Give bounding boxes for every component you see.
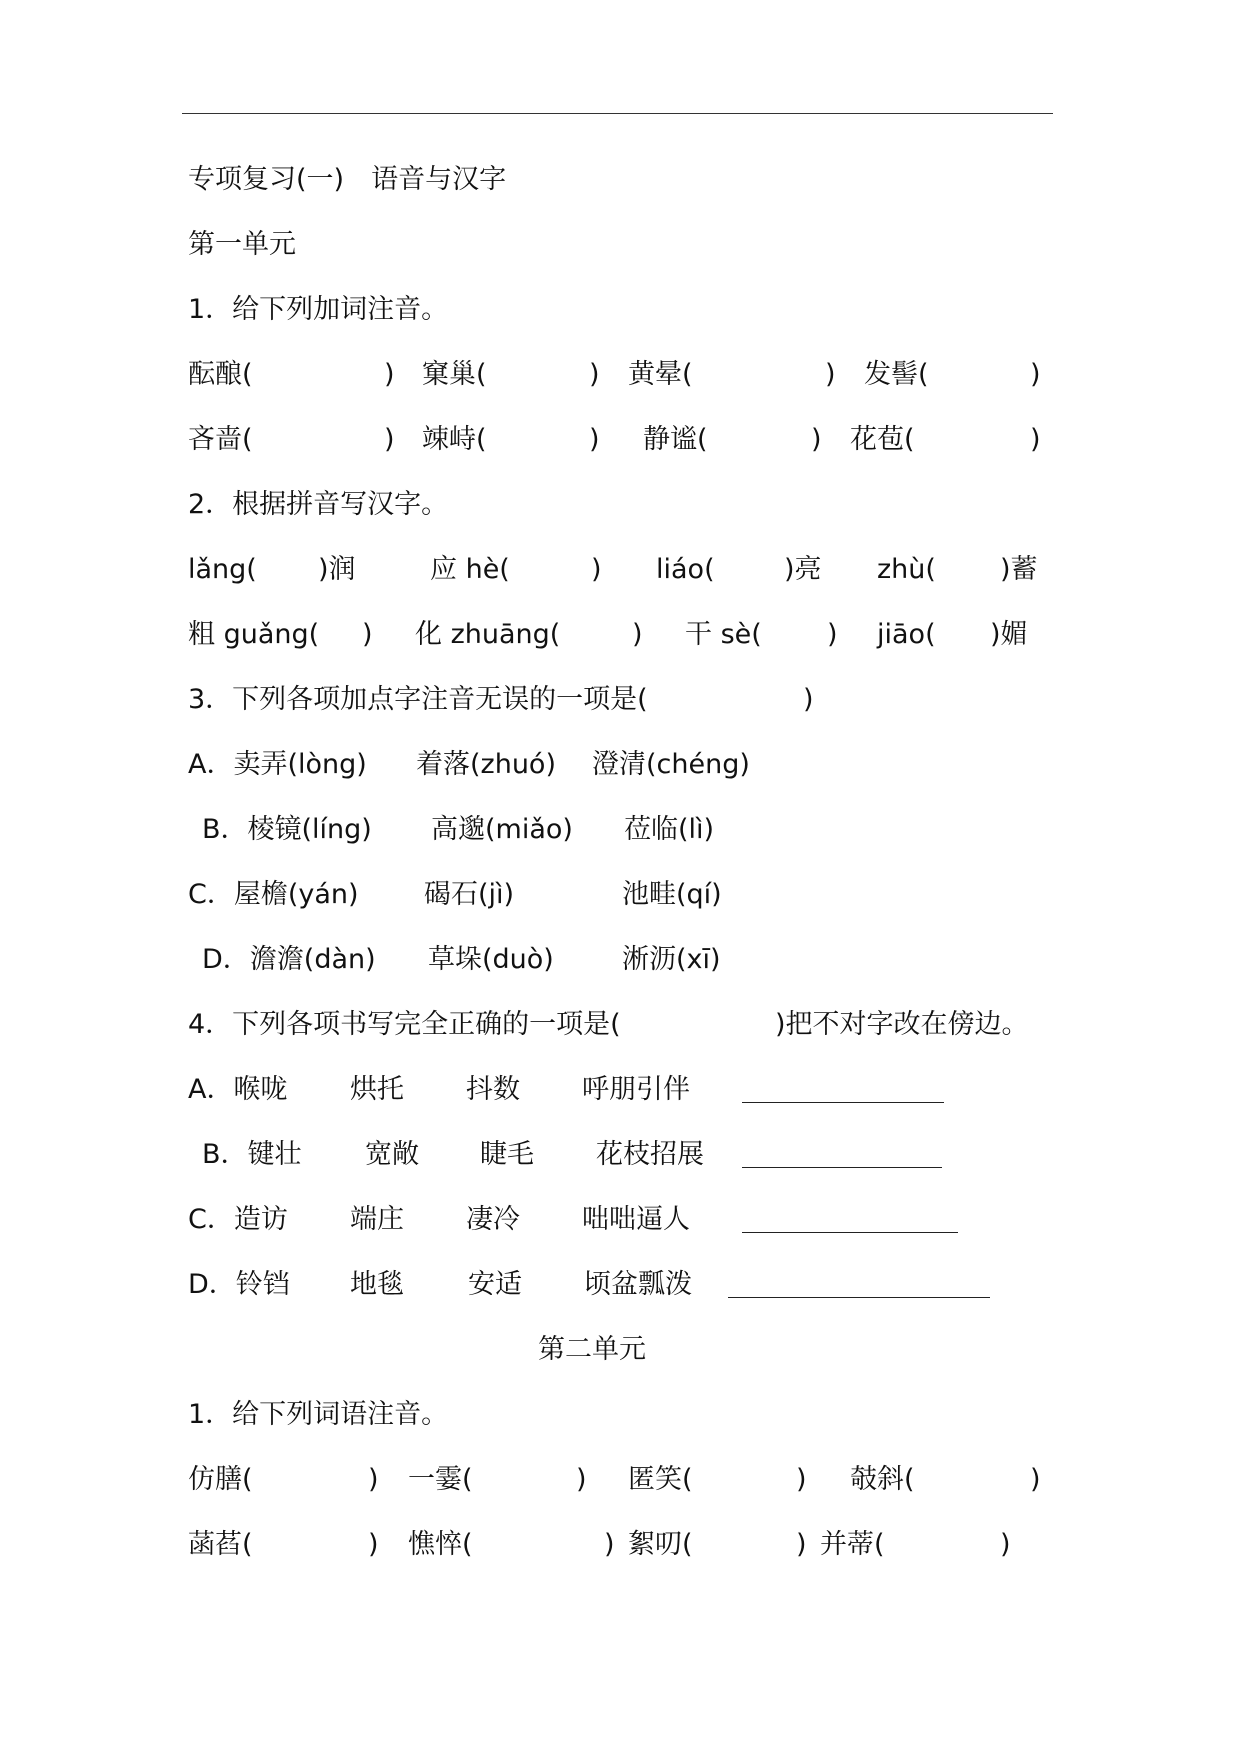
- blank-close: ): [796, 1464, 807, 1495]
- blank-close: ): [589, 424, 600, 455]
- option-item: B．棱镜(líng): [202, 814, 372, 845]
- blank-close: ): [811, 424, 822, 455]
- option-item: B．键壮: [202, 1139, 302, 1170]
- word-item: 憔悴(: [408, 1529, 473, 1560]
- u2-q1-prompt: 1．给下列词语注音。: [188, 1399, 449, 1430]
- option-item: 凄冷: [466, 1204, 520, 1235]
- blank-close: ): [604, 1529, 615, 1560]
- header-rule: [182, 113, 1053, 114]
- option-item: 碣石(jì): [424, 879, 515, 910]
- correction-blank: [742, 1167, 942, 1168]
- option-item: 安适: [468, 1269, 522, 1300]
- blank-close: ): [1030, 424, 1041, 455]
- option-item: D．铃铛: [188, 1269, 290, 1300]
- blank-close: ): [1030, 1464, 1041, 1495]
- blank-close: ): [1030, 359, 1041, 390]
- option-item: 着落(zhuó): [416, 749, 556, 780]
- word-item: 攲斜(: [850, 1464, 915, 1495]
- option-item: A．喉咙: [188, 1074, 288, 1105]
- option-item: 顷盆瓢泼: [584, 1269, 692, 1300]
- pinyin-item: jiāo(: [877, 619, 936, 650]
- u1-q2-prompt: 2．根据拼音写汉字。: [188, 489, 449, 520]
- option-item: 抖数: [466, 1074, 520, 1105]
- pinyin-item: 干 sè(: [685, 619, 762, 650]
- word-item: 并蒂(: [820, 1529, 885, 1560]
- blank-close: ): [384, 424, 395, 455]
- blank-close: ): [589, 359, 600, 390]
- pinyin-item: 粗 guǎng(: [188, 619, 320, 650]
- option-item: A．卖弄(lòng): [188, 749, 367, 780]
- blank-close: ): [576, 1464, 587, 1495]
- blank-close: )媚: [990, 619, 1028, 650]
- option-item: 烘托: [350, 1074, 404, 1105]
- blank-close: ): [384, 359, 395, 390]
- blank-close: ): [368, 1529, 379, 1560]
- option-item: 高邈(miǎo): [431, 814, 573, 845]
- unit2-title: 第二单元: [538, 1334, 646, 1365]
- option-item: 花枝招展: [596, 1139, 704, 1170]
- option-item: 呼朋引伴: [582, 1074, 690, 1105]
- option-item: 宽敞: [365, 1139, 419, 1170]
- blank-close: ): [368, 1464, 379, 1495]
- pinyin-item: liáo(: [656, 554, 715, 585]
- u1-q1-prompt: 1．给下列加词注音。: [188, 294, 449, 325]
- option-item: C．屋檐(yán): [188, 879, 359, 910]
- word-item: 窠巢(: [422, 359, 487, 390]
- option-item: D．澹澹(dàn): [202, 944, 376, 975]
- option-item: 端庄: [350, 1204, 404, 1235]
- blank-close: )润: [318, 554, 356, 585]
- option-item: 睫毛: [480, 1139, 534, 1170]
- blank-close: )亮: [784, 554, 822, 585]
- blank-close: ): [827, 619, 838, 650]
- blank-close: )蓄: [1000, 554, 1038, 585]
- option-item: 澄清(chéng): [592, 749, 750, 780]
- option-item: C．造访: [188, 1204, 288, 1235]
- option-item: 地毯: [350, 1269, 404, 1300]
- pinyin-item: 化 zhuāng(: [415, 619, 561, 650]
- option-item: 池畦(qí): [622, 879, 722, 910]
- option-item: 淅沥(xī): [622, 944, 721, 975]
- u1-q3-prompt: 3．下列各项加点字注音无误的一项是(: [188, 684, 648, 715]
- blank-close: ): [632, 619, 643, 650]
- option-item: 咄咄逼人: [582, 1204, 690, 1235]
- option-item: 草垛(duò): [428, 944, 554, 975]
- u1-q4-prompt-end: )把不对字改在傍边。: [775, 1009, 1029, 1040]
- pinyin-item: 应 hè(: [430, 554, 510, 585]
- word-item: 黄晕(: [628, 359, 693, 390]
- blank-close: ): [362, 619, 373, 650]
- word-item: 竦峙(: [422, 424, 487, 455]
- document-title: 专项复习(一) 语音与汉字: [188, 164, 507, 195]
- word-item: 酝酿(: [188, 359, 253, 390]
- correction-blank: [742, 1102, 944, 1103]
- word-item: 菡萏(: [188, 1529, 253, 1560]
- answer-paren-close: ): [803, 684, 814, 715]
- word-item: 静谧(: [643, 424, 708, 455]
- pinyin-item: zhù(: [877, 554, 936, 585]
- pinyin-item: lǎng(: [188, 554, 257, 585]
- blank-close: ): [1000, 1529, 1011, 1560]
- word-item: 一霎(: [408, 1464, 473, 1495]
- blank-close: ): [796, 1529, 807, 1560]
- word-item: 吝啬(: [188, 424, 253, 455]
- word-item: 絮叨(: [628, 1529, 693, 1560]
- word-item: 仿膳(: [188, 1464, 253, 1495]
- blank-close: ): [825, 359, 836, 390]
- option-item: 莅临(lì): [624, 814, 715, 845]
- word-item: 花苞(: [850, 424, 915, 455]
- word-item: 匿笑(: [628, 1464, 693, 1495]
- blank-close: ): [591, 554, 602, 585]
- unit1-title: 第一单元: [188, 229, 296, 260]
- word-item: 发髻(: [864, 359, 929, 390]
- u1-q4-prompt: 4．下列各项书写完全正确的一项是(: [188, 1009, 621, 1040]
- correction-blank: [728, 1297, 990, 1298]
- correction-blank: [742, 1232, 958, 1233]
